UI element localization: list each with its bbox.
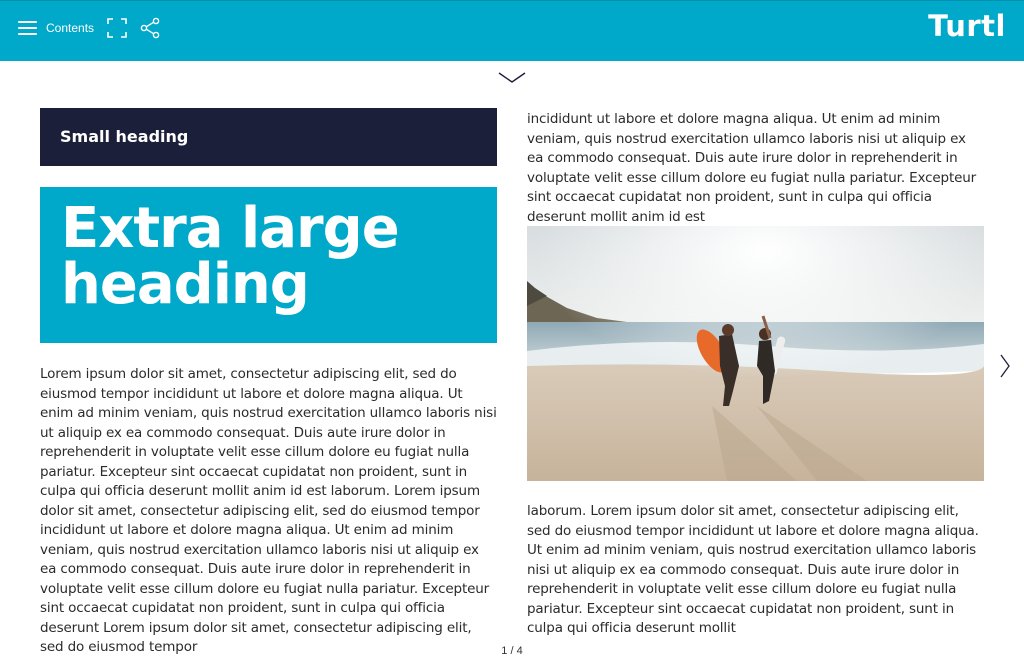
- right-column-text-top: incididunt ut labore et dolore magna aliqua. Ut enim ad minim veniam, quis nostrud exercitation ullamco laboris nisi ut aliquip ex ea commodo consequat. Duis aute irure dolor in reprehenderit in voluptate velit esse cillum dolore eu fugiat nulla pariatur. Excepteur sint occaecat cupidatat non proident, sunt in culpa qui officia deserunt mollit anim id est: [527, 111, 977, 225]
- small-heading: Small heading: [60, 127, 189, 146]
- beach-surfers-photo: [527, 226, 984, 481]
- share-icon[interactable]: [139, 17, 161, 39]
- xl-heading-line2: heading: [61, 252, 309, 317]
- right-column-text-bottom: laborum. Lorem ipsum dolor sit amet, consectetur adipiscing elit, sed do eiusmod tempor incididunt ut labore et dolore magna aliqua. Ut enim ad minim veniam, quis nostrud exercitation ullamco laboris nisi ut aliquip ex ea commodo consequat. Duis aute irure dolor in reprehenderit in voluptate velit esse cillum dolore eu fugiat nulla pariatur. Excepteur sint occaecat cupidatat non proident, sunt in culpa qui officia deserunt mollit: [527, 503, 979, 636]
- chevron-down-icon[interactable]: [497, 70, 527, 86]
- hamburger-menu-icon[interactable]: [18, 18, 38, 38]
- contents-button[interactable]: Contents: [46, 21, 95, 35]
- left-column-text: Lorem ipsum dolor sit amet, consectetur adipiscing elit, sed do eiusmod tempor incididunt ut labore et dolore magna aliqua. Ut enim ad minim veniam, quis nostrud exercitation ullamco laboris nisi ut aliquip ex ea commodo consequat. Duis aute irure dolor in reprehenderit in voluptate velit esse cillum dolore eu fugiat nulla pariatur. Excepteur sint occaecat cupidatat non proident, sunt in culpa qui officia deserunt mollit anim id est laborum. Lorem ipsum dolor sit amet, consectetur adipiscing elit, sed do eiusmod tempor incididunt ut labore et dolore magna aliqua. Ut enim ad minim veniam, quis nostrud exercitation ullamco laboris nisi ut aliquip ex ea commodo consequat. Duis aute irure dolor in reprehenderit in voluptate velit esse cillum dolore eu fugiat nulla pariatur. Excepteur sint occaecat cupidatat non proident, sunt in culpa qui officia deserunt Lorem ipsum dolor sit amet, consectetur adipiscing elit, sed do eiusmod tempor: [40, 366, 497, 655]
- xl-heading-block: [40, 187, 497, 343]
- xl-heading-line1: Extra large: [61, 196, 399, 261]
- chevron-right-icon[interactable]: [998, 352, 1012, 380]
- fullscreen-icon[interactable]: [107, 18, 127, 38]
- top-bar: [0, 0, 1024, 61]
- turtl-logo: Turtl: [928, 9, 1006, 43]
- small-heading-block: [40, 108, 497, 166]
- page-indicator: 1 / 4: [501, 645, 523, 657]
- xl-heading: [61, 196, 477, 317]
